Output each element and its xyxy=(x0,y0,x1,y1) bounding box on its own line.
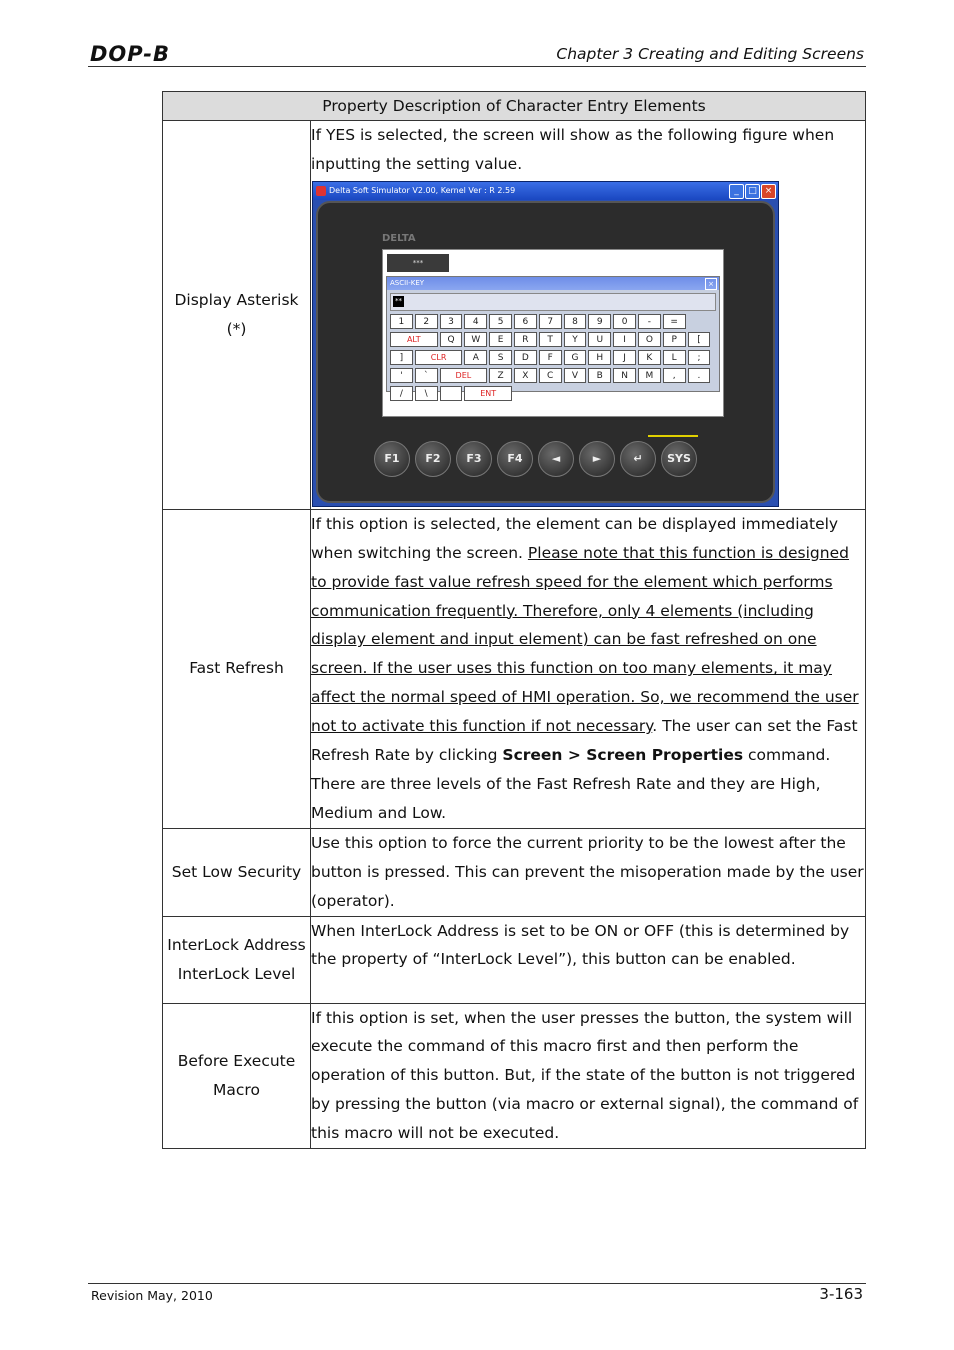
simulator-titlebar xyxy=(313,182,778,200)
keyboard-key: Z xyxy=(489,368,512,383)
keyboard-key: P xyxy=(663,332,686,347)
table-row xyxy=(163,509,866,828)
key-grid xyxy=(387,314,719,401)
property-name: Fast Refresh xyxy=(163,509,311,828)
keyboard-key: / xyxy=(390,386,413,401)
keyboard-key: 1 xyxy=(390,314,413,329)
revision-date: Revision May, 2010 xyxy=(91,1288,213,1303)
keyboard-key: DEL xyxy=(440,368,488,383)
description-text: . The user can set the Fast Refresh Rate by clicking xyxy=(311,717,858,765)
table-row xyxy=(163,916,866,1003)
keyboard-key: Y xyxy=(564,332,587,347)
keyboard-title: ASCII-KEY xyxy=(390,278,425,287)
keyboard-key: G xyxy=(564,350,587,365)
property-name: Display Asterisk (*) xyxy=(163,121,311,510)
property-description xyxy=(311,121,866,510)
property-description: When InterLock Address is set to be ON or OFF (this is determined by the property of “InterLock Level”), this button can be enabled. xyxy=(311,916,866,1003)
keyboard-key: L xyxy=(663,350,686,365)
menu-command: Screen Properties xyxy=(586,746,744,765)
keyboard-key: ALT xyxy=(390,332,438,347)
maximize-icon: □ xyxy=(745,184,760,199)
keyboard-key: 2 xyxy=(415,314,438,329)
keyboard-key: W xyxy=(464,332,487,347)
keyboard-key: U xyxy=(588,332,611,347)
function-key: F3 xyxy=(456,441,492,477)
keyboard-key: ; xyxy=(688,350,711,365)
simulator-window-title: Delta Soft Simulator V2.00, Kernel Ver : R 2.59 xyxy=(329,185,516,195)
keyboard-input-value: ** xyxy=(395,296,402,305)
delta-brand: DELTA xyxy=(382,232,416,244)
property-table xyxy=(162,91,866,1149)
ascii-keyboard xyxy=(386,276,720,399)
keyboard-key: I xyxy=(613,332,636,347)
property-name xyxy=(163,916,311,1003)
menu-command: Screen xyxy=(502,746,563,765)
keyboard-close-icon: × xyxy=(705,278,717,290)
keyboard-key: . xyxy=(688,368,711,383)
keyboard-key: S xyxy=(489,350,512,365)
keyboard-key: - xyxy=(638,314,661,329)
app-icon xyxy=(316,186,326,196)
keyboard-key: ENT xyxy=(464,386,512,401)
function-key: F4 xyxy=(497,441,533,477)
keyboard-key: 7 xyxy=(539,314,562,329)
keyboard-key: 5 xyxy=(489,314,512,329)
property-name: Set Low Security xyxy=(163,828,311,916)
keyboard-key: ` xyxy=(415,368,438,383)
chapter-heading: Chapter 3 Creating and Editing Screens xyxy=(556,45,864,63)
close-icon: × xyxy=(761,184,776,199)
keyboard-key: 3 xyxy=(440,314,463,329)
keyboard-key: 9 xyxy=(588,314,611,329)
keyboard-key: 4 xyxy=(464,314,487,329)
keyboard-key: M xyxy=(638,368,661,383)
keyboard-key xyxy=(440,386,463,401)
keyboard-key: R xyxy=(514,332,537,347)
keyboard-key: = xyxy=(663,314,686,329)
keyboard-key: V xyxy=(564,368,587,383)
keyboard-key: CLR xyxy=(415,350,463,365)
keyboard-key: B xyxy=(588,368,611,383)
table-title: Property Description of Character Entry Elements xyxy=(163,92,866,121)
keyboard-key: F xyxy=(539,350,562,365)
keyboard-key: ' xyxy=(390,368,413,383)
asterisk-field: *** xyxy=(387,254,449,272)
keyboard-key: Q xyxy=(440,332,463,347)
function-key: F2 xyxy=(415,441,451,477)
keyboard-key: 6 xyxy=(514,314,537,329)
keyboard-key: H xyxy=(588,350,611,365)
keyboard-titlebar xyxy=(387,277,719,290)
description-text: command. There are three levels of the Fast Refresh Rate and they are High, Medium and Low. xyxy=(311,746,831,822)
keyboard-key: O xyxy=(638,332,661,347)
keyboard-key: N xyxy=(613,368,636,383)
table-row xyxy=(163,828,866,916)
status-leds xyxy=(648,435,698,439)
property-name: Before Execute Macro xyxy=(163,1003,311,1149)
keyboard-key: E xyxy=(489,332,512,347)
dop-b-logo: DOP-B xyxy=(90,42,171,66)
minimize-icon: _ xyxy=(729,184,744,199)
keyboard-input xyxy=(390,293,716,311)
keyboard-key: C xyxy=(539,368,562,383)
keyboard-key: 0 xyxy=(613,314,636,329)
property-name-line: InterLock Level xyxy=(177,964,296,983)
underlined-note: Please note that this function is designed to provide fast value refresh speed for the element which performs communication frequently. Therefore, only 4 elements (including display element and input element) can be fast refreshed on one screen. If the user uses this function on too many elements, it may affect the normal speed of HMI operation. So, we recommend the user not to activate this function if not necessary xyxy=(311,543,859,736)
keyboard-key: T xyxy=(539,332,562,347)
table-row xyxy=(163,1003,866,1149)
description-text: If YES is selected, the screen will show as the following figure when inputting the setting value. xyxy=(311,126,835,173)
function-key: SYS xyxy=(661,441,697,477)
table-header-row xyxy=(163,92,866,121)
page-number: 3-163 xyxy=(819,1285,863,1303)
table-row xyxy=(163,121,866,510)
function-key: F1 xyxy=(374,441,410,477)
menu-separator: > xyxy=(562,746,587,765)
keyboard-key: J xyxy=(613,350,636,365)
hmi-panel xyxy=(316,201,775,503)
description-text: If this option is selected, the element can be displayed immediately when switching the screen. xyxy=(311,514,839,562)
function-key: ► xyxy=(579,441,615,477)
keyboard-key: A xyxy=(464,350,487,365)
property-description xyxy=(311,509,866,828)
keyboard-key: [ xyxy=(688,332,711,347)
property-name-line: InterLock Address xyxy=(167,935,306,954)
hmi-screen xyxy=(382,249,724,417)
function-key-row xyxy=(374,441,697,477)
simulator-figure xyxy=(312,181,779,507)
keyboard-key: D xyxy=(514,350,537,365)
property-description: Use this option to force the current priority to be the lowest after the button is pressed. This can prevent the misoperation made by the user (operator). xyxy=(311,828,866,916)
header-rule xyxy=(88,66,866,67)
keyboard-key: , xyxy=(663,368,686,383)
keyboard-key: K xyxy=(638,350,661,365)
property-description: If this option is set, when the user presses the button, the system will execute the command of this macro first and then perform the operation of this button. But, if the state of the button is not triggered by pressing the button (via macro or external signal), the command of this macro will not be executed. xyxy=(311,1003,866,1149)
keyboard-key: 8 xyxy=(564,314,587,329)
function-key: ↵ xyxy=(620,441,656,477)
keyboard-key: X xyxy=(514,368,537,383)
footer-rule xyxy=(88,1283,866,1284)
keyboard-key: \ xyxy=(415,386,438,401)
function-key: ◄ xyxy=(538,441,574,477)
keyboard-key: ] xyxy=(390,350,413,365)
